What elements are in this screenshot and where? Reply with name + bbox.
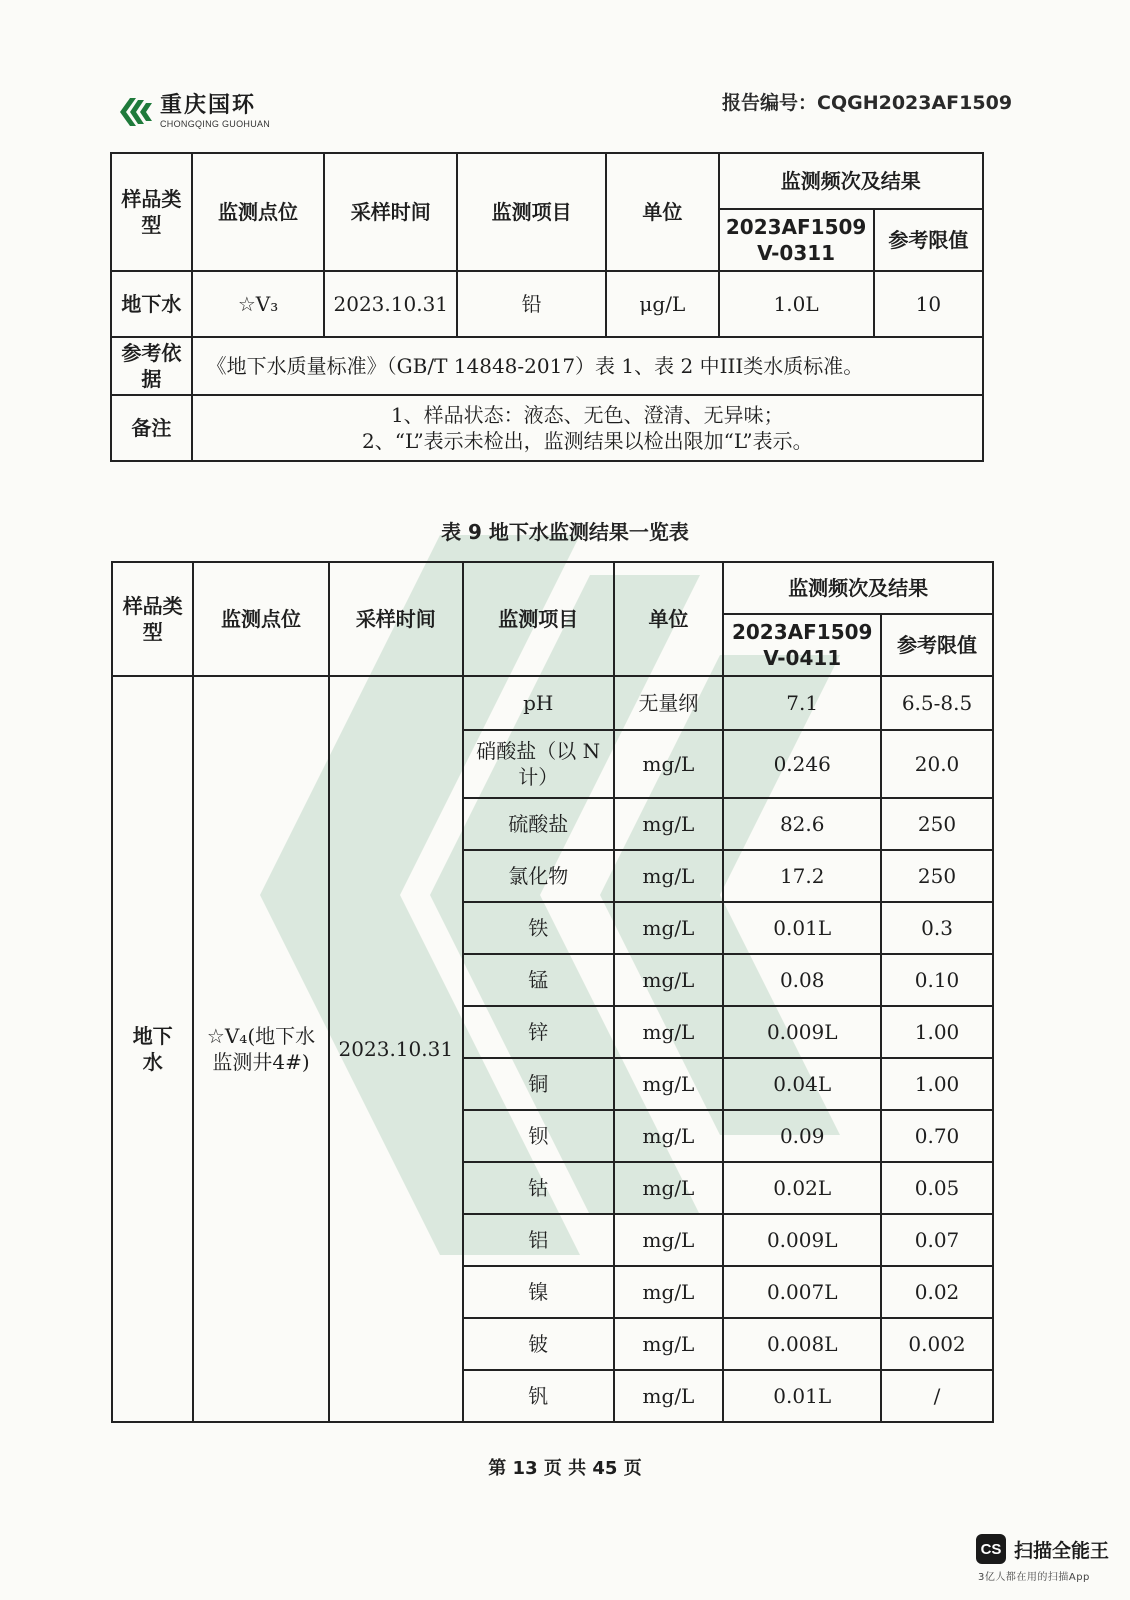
cell-result: 0.246 [723, 730, 881, 798]
cell-result: 82.6 [723, 798, 881, 850]
cell-unit: mg/L [614, 730, 724, 798]
header-sample-id: 2023AF1509 V-0411 [723, 614, 881, 676]
header-unit: 单位 [606, 153, 718, 271]
cell-limit: 0.3 [881, 902, 993, 954]
cell-item: 铁 [463, 902, 614, 954]
header-monitoring-item: 监测项目 [457, 153, 606, 271]
remark-line-1: 1、样品状态：液态、无色、澄清、无异味； [390, 403, 784, 427]
cell-unit: mg/L [614, 1006, 724, 1058]
result-table-v3 [110, 152, 984, 462]
cell-unit: mg/L [614, 1318, 724, 1370]
header-frequency-results: 监测频次及结果 [723, 562, 993, 614]
reference-basis-text: 《地下水质量标准》（GB/T 14848-2017）表 1、表 2 中III类水质标准。 [192, 337, 983, 395]
cell-reference-limit: 10 [874, 271, 983, 337]
header-sample-type: 样品类型 [112, 562, 193, 676]
cell-result: 1.0L [719, 271, 874, 337]
logo-chinese-name: 重庆国环 [160, 93, 257, 118]
remarks-text [192, 395, 983, 461]
cell-item: 硝酸盐（以 N 计） [463, 730, 614, 798]
cell-result: 0.08 [723, 954, 881, 1006]
cell-unit: mg/L [614, 1266, 724, 1318]
cell-sample-type: 地下水 [111, 271, 192, 337]
cell-result: 0.008L [723, 1318, 881, 1370]
cell-monitoring-item: 铅 [457, 271, 606, 337]
cell-limit: 0.05 [881, 1162, 993, 1214]
cell-limit: 250 [881, 850, 993, 902]
scanner-app-name: 扫描全能王 [1014, 1539, 1110, 1562]
cell-limit: 250 [881, 798, 993, 850]
cell-item: 镍 [463, 1266, 614, 1318]
header-reference-limit: 参考限值 [874, 209, 983, 271]
reference-basis-label: 参考依据 [111, 337, 192, 395]
cell-unit: mg/L [614, 1058, 724, 1110]
company-logo-icon [118, 94, 154, 130]
page-footer: 第 13 页 共 45 页 [488, 1458, 642, 1479]
cell-sampling-time: 2023.10.31 [324, 271, 457, 337]
cell-result: 0.01L [723, 902, 881, 954]
cs-logo-icon: CS [976, 1534, 1006, 1564]
cell-limit: 20.0 [881, 730, 993, 798]
cell-limit: / [881, 1370, 993, 1422]
cell-limit: 1.00 [881, 1006, 993, 1058]
report-number: 报告编号：CQGH2023AF1509 [722, 92, 1013, 114]
cell-result: 17.2 [723, 850, 881, 902]
cell-monitoring-point: ☆V₄(地下水监测井4#) [193, 676, 328, 1422]
cell-result: 0.04L [723, 1058, 881, 1110]
cell-limit: 0.002 [881, 1318, 993, 1370]
cell-unit: 无量纲 [614, 676, 724, 730]
header-monitoring-point: 监测点位 [192, 153, 325, 271]
cell-item: 铝 [463, 1214, 614, 1266]
cell-result: 7.1 [723, 676, 881, 730]
cell-unit: mg/L [614, 902, 724, 954]
cell-item: 铜 [463, 1058, 614, 1110]
cell-item: 锰 [463, 954, 614, 1006]
cell-item: 硫酸盐 [463, 798, 614, 850]
cell-result: 0.007L [723, 1266, 881, 1318]
header-frequency-results: 监测频次及结果 [719, 153, 984, 209]
header-unit: 单位 [614, 562, 724, 676]
company-logo [118, 94, 270, 130]
cell-result: 0.01L [723, 1370, 881, 1422]
cell-unit: μg/L [606, 271, 718, 337]
header-reference-limit: 参考限值 [881, 614, 993, 676]
cell-item: 钡 [463, 1110, 614, 1162]
table-caption: 表 9 地下水监测结果一览表 [441, 520, 689, 544]
cell-limit: 0.10 [881, 954, 993, 1006]
header-sampling-time: 采样时间 [324, 153, 457, 271]
header-sampling-time: 采样时间 [329, 562, 463, 676]
cell-item: 氯化物 [463, 850, 614, 902]
result-table-v4 [111, 561, 994, 1423]
cell-limit: 6.5-8.5 [881, 676, 993, 730]
remarks-label: 备注 [111, 395, 192, 461]
cell-unit: mg/L [614, 798, 724, 850]
cell-item: 钴 [463, 1162, 614, 1214]
cell-result: 0.09 [723, 1110, 881, 1162]
cell-result: 0.009L [723, 1214, 881, 1266]
header-sample-id: 2023AF1509 V-0311 [719, 209, 874, 271]
header-monitoring-item: 监测项目 [463, 562, 614, 676]
cell-item: 铍 [463, 1318, 614, 1370]
cell-unit: mg/L [614, 1162, 724, 1214]
cell-unit: mg/L [614, 1110, 724, 1162]
cell-sampling-time: 2023.10.31 [329, 676, 463, 1422]
header-monitoring-point: 监测点位 [193, 562, 328, 676]
cell-limit: 0.07 [881, 1214, 993, 1266]
cell-unit: mg/L [614, 1370, 724, 1422]
cell-unit: mg/L [614, 850, 724, 902]
cell-item: pH [463, 676, 614, 730]
cell-limit: 1.00 [881, 1058, 993, 1110]
cell-limit: 0.02 [881, 1266, 993, 1318]
cell-item: 锌 [463, 1006, 614, 1058]
logo-english-name: CHONGQING GUOHUAN [160, 119, 271, 129]
table-row [112, 676, 993, 730]
cell-result: 0.02L [723, 1162, 881, 1214]
header-sample-type: 样品类型 [111, 153, 192, 271]
cell-result: 0.009L [723, 1006, 881, 1058]
cell-limit: 0.70 [881, 1110, 993, 1162]
cell-item: 钒 [463, 1370, 614, 1422]
cell-sample-type: 地下水 [112, 676, 193, 1422]
remark-line-2: 2、“L”表示未检出，监测结果以检出限加“L”表示。 [362, 429, 813, 453]
cell-unit: mg/L [614, 954, 724, 1006]
scanner-tagline: 3亿人都在用的扫描App [978, 1572, 1090, 1583]
cell-unit: mg/L [614, 1214, 724, 1266]
cell-monitoring-point: ☆V₃ [192, 271, 325, 337]
scanner-badge [976, 1534, 1109, 1564]
